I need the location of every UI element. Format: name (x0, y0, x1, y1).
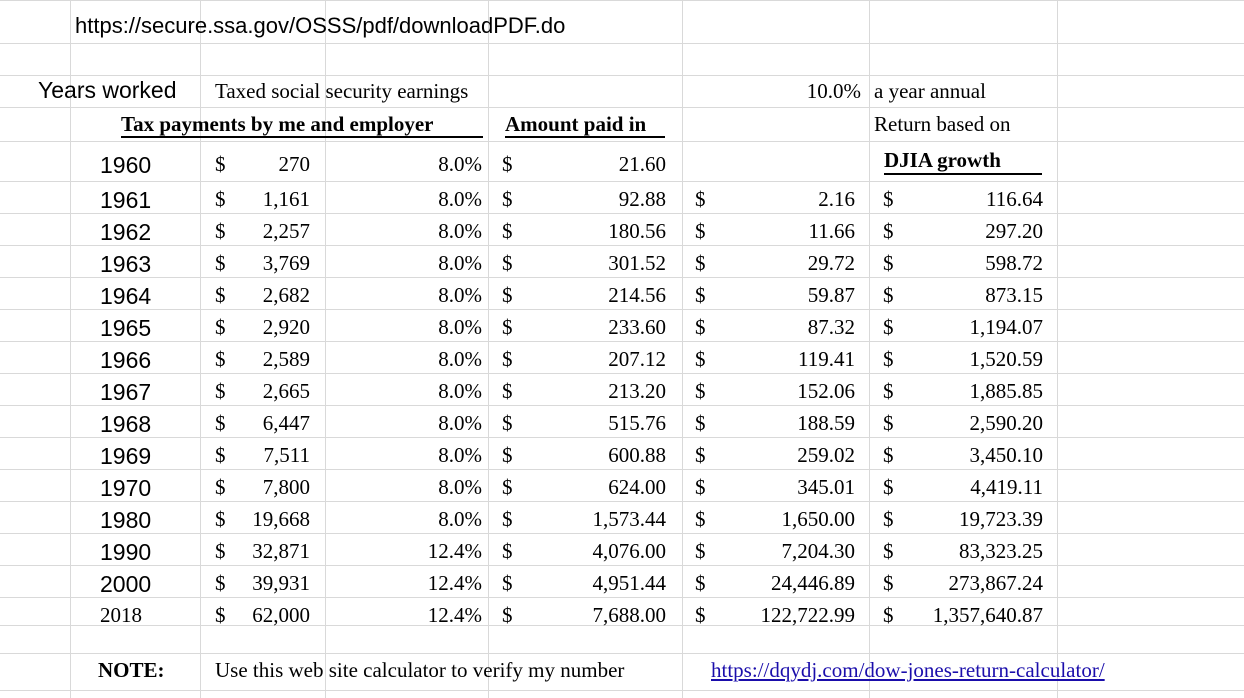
return-cell[interactable]: 1,650.00 (781, 507, 855, 531)
currency-symbol: $ (215, 507, 226, 531)
return-cell[interactable]: 87.32 (807, 315, 855, 339)
rate-cell[interactable]: 8.0% (438, 283, 482, 307)
rate-cell[interactable]: 8.0% (438, 219, 482, 243)
rate-cell[interactable]: 8.0% (438, 411, 482, 435)
currency-symbol: $ (883, 219, 894, 243)
currency-symbol: $ (883, 507, 894, 531)
currency-symbol: $ (695, 315, 706, 339)
rate-cell[interactable]: 8.0% (438, 443, 482, 467)
total-cell[interactable]: 873.15 (985, 283, 1043, 307)
currency-symbol: $ (215, 187, 226, 211)
amount-paid-cell[interactable]: 600.88 (608, 443, 666, 467)
currency-symbol: $ (215, 443, 226, 467)
earnings-cell[interactable]: 39,931 (252, 571, 310, 595)
table-row (0, 146, 1244, 178)
rate-cell[interactable]: 8.0% (438, 315, 482, 339)
currency-symbol: $ (215, 283, 226, 307)
currency-symbol: $ (502, 411, 513, 435)
currency-symbol: $ (883, 315, 894, 339)
currency-symbol: $ (695, 475, 706, 499)
currency-symbol: $ (215, 571, 226, 595)
year-cell[interactable]: 2000 (100, 571, 152, 597)
earnings-cell[interactable]: 2,920 (262, 315, 310, 339)
amount-paid-cell[interactable]: 214.56 (608, 283, 666, 307)
earnings-cell[interactable]: 19,668 (252, 507, 310, 531)
return-based-label: Return based on (874, 112, 1011, 136)
year-cell[interactable]: 1970 (100, 475, 152, 501)
currency-symbol: $ (883, 379, 894, 403)
table-row (0, 341, 1244, 373)
earnings-cell[interactable]: 7,511 (263, 443, 310, 467)
return-cell[interactable]: 188.59 (797, 411, 855, 435)
annual-label: a year annual (874, 79, 986, 103)
year-cell[interactable]: 1968 (100, 411, 152, 437)
rate-cell[interactable]: 8.0% (438, 507, 482, 531)
total-cell[interactable]: 598.72 (985, 251, 1043, 275)
tax-payments-underline (121, 136, 483, 138)
table-row (0, 181, 1244, 213)
currency-symbol: $ (883, 411, 894, 435)
source-url-text: https://secure.ssa.gov/OSSS/pdf/downloadPDF.do (75, 13, 566, 38)
currency-symbol: $ (502, 475, 513, 499)
currency-symbol: $ (215, 315, 226, 339)
earnings-cell[interactable]: 32,871 (252, 539, 310, 563)
return-cell[interactable]: 122,722.99 (760, 603, 855, 627)
currency-symbol: $ (695, 219, 706, 243)
rate-cell[interactable]: 12.4% (427, 539, 482, 563)
currency-symbol: $ (695, 539, 706, 563)
year-cell[interactable]: 1967 (100, 379, 152, 405)
table-row (0, 437, 1244, 469)
table-row (0, 533, 1244, 565)
amount-paid-cell[interactable]: 21.60 (618, 152, 666, 176)
currency-symbol: $ (215, 347, 226, 371)
currency-symbol: $ (883, 443, 894, 467)
currency-symbol: $ (883, 603, 894, 627)
earnings-cell[interactable]: 7,800 (262, 475, 310, 499)
amount-paid-cell[interactable]: 301.52 (608, 251, 666, 275)
currency-symbol: $ (883, 475, 894, 499)
rate-cell[interactable]: 8.0% (438, 152, 482, 176)
currency-symbol: $ (215, 603, 226, 627)
currency-symbol: $ (215, 152, 226, 176)
currency-symbol: $ (502, 539, 513, 563)
total-cell[interactable]: 19,723.39 (959, 507, 1043, 531)
table-row (0, 597, 1244, 629)
tax-payments-header: Tax payments by me and employer (121, 112, 434, 136)
currency-symbol: $ (883, 283, 894, 307)
return-cell[interactable]: 29.72 (807, 251, 855, 275)
rate-cell[interactable]: 10.0% (806, 79, 861, 103)
rate-cell[interactable]: 8.0% (438, 187, 482, 211)
currency-symbol: $ (502, 283, 513, 307)
return-cell[interactable]: 152.06 (797, 379, 855, 403)
currency-symbol: $ (215, 411, 226, 435)
note-text: Use this web site calculator to verify my number (215, 658, 625, 682)
table-row (0, 245, 1244, 277)
table-row (0, 277, 1244, 309)
return-cell[interactable]: 2.16 (818, 187, 855, 211)
years-worked-label: Years worked (38, 77, 177, 103)
amount-paid-cell[interactable]: 624.00 (608, 475, 666, 499)
note-label: NOTE: (98, 658, 165, 682)
rate-cell[interactable]: 8.0% (438, 347, 482, 371)
year-cell[interactable]: 1990 (100, 539, 152, 565)
amount-paid-header: Amount paid in (505, 112, 647, 136)
currency-symbol: $ (502, 507, 513, 531)
currency-symbol: $ (502, 187, 513, 211)
djia-growth-header: DJIA growth (884, 148, 1001, 172)
currency-symbol: $ (695, 411, 706, 435)
earnings-cell[interactable]: 1,161 (262, 187, 310, 211)
currency-symbol: $ (695, 251, 706, 275)
currency-symbol: $ (695, 603, 706, 627)
amount-paid-cell[interactable]: 4,076.00 (592, 539, 666, 563)
total-cell[interactable]: 1,357,640.87 (932, 603, 1043, 627)
total-cell[interactable]: 4,419.11 (970, 475, 1043, 499)
earnings-cell[interactable]: 2,589 (262, 347, 310, 371)
amount-paid-cell[interactable]: 7,688.00 (592, 603, 666, 627)
year-cell[interactable]: 1960 (100, 152, 152, 178)
total-cell[interactable]: 1,194.07 (969, 315, 1043, 339)
currency-symbol: $ (695, 443, 706, 467)
currency-symbol: $ (502, 603, 513, 627)
currency-symbol: $ (215, 251, 226, 275)
currency-symbol: $ (502, 315, 513, 339)
table-row (0, 213, 1244, 245)
total-cell[interactable]: 83,323.25 (959, 539, 1043, 563)
table-row (0, 309, 1244, 341)
earnings-cell[interactable]: 270 (278, 152, 310, 176)
amount-paid-underline (505, 136, 665, 138)
return-cell[interactable]: 259.02 (797, 443, 855, 467)
return-cell[interactable]: 59.87 (807, 283, 855, 307)
earnings-cell[interactable]: 2,682 (262, 283, 310, 307)
year-cell[interactable]: 1969 (100, 443, 152, 469)
amount-paid-cell[interactable]: 213.20 (608, 379, 666, 403)
earnings-cell[interactable]: 62,000 (252, 603, 310, 627)
currency-symbol: $ (883, 571, 894, 595)
total-cell[interactable]: 3,450.10 (969, 443, 1043, 467)
currency-symbol: $ (215, 539, 226, 563)
currency-symbol: $ (883, 347, 894, 371)
rate-cell[interactable]: 12.4% (427, 571, 482, 595)
total-cell[interactable]: 2,590.20 (969, 411, 1043, 435)
total-cell[interactable]: 297.20 (985, 219, 1043, 243)
amount-paid-cell[interactable]: 233.60 (608, 315, 666, 339)
currency-symbol: $ (502, 251, 513, 275)
currency-symbol: $ (883, 187, 894, 211)
rate-cell[interactable]: 8.0% (438, 251, 482, 275)
currency-symbol: $ (695, 187, 706, 211)
return-cell[interactable]: 345.01 (797, 475, 855, 499)
amount-paid-cell[interactable]: 4,951.44 (592, 571, 666, 595)
earnings-cell[interactable]: 2,665 (262, 379, 310, 403)
table-row (0, 405, 1244, 437)
rate-cell[interactable]: 8.0% (438, 379, 482, 403)
year-cell[interactable]: 1980 (100, 507, 152, 533)
year-cell[interactable]: 1963 (100, 251, 152, 277)
currency-symbol: $ (695, 507, 706, 531)
currency-symbol: $ (502, 219, 513, 243)
year-cell[interactable]: 2018 (100, 603, 142, 627)
year-cell[interactable]: 1964 (100, 283, 152, 309)
rate-cell[interactable]: 8.0% (438, 475, 482, 499)
earnings-cell[interactable]: 2,257 (262, 219, 310, 243)
return-cell[interactable]: 119.41 (798, 347, 855, 371)
amount-paid-cell[interactable]: 92.88 (618, 187, 666, 211)
currency-symbol: $ (502, 379, 513, 403)
currency-symbol: $ (695, 347, 706, 371)
calculator-link[interactable]: https://dqydj.com/dow-jones-return-calculator/ (711, 658, 1105, 682)
table-row (0, 501, 1244, 533)
table-row (0, 565, 1244, 597)
currency-symbol: $ (502, 571, 513, 595)
return-cell[interactable]: 24,446.89 (771, 571, 855, 595)
taxed-earnings-label: Taxed social security earnings (215, 79, 469, 103)
currency-symbol: $ (215, 219, 226, 243)
rate-cell[interactable]: 12.4% (427, 603, 482, 627)
currency-symbol: $ (695, 379, 706, 403)
currency-symbol: $ (215, 379, 226, 403)
table-row (0, 373, 1244, 405)
currency-symbol: $ (695, 283, 706, 307)
year-cell[interactable]: 1962 (100, 219, 152, 245)
currency-symbol: $ (883, 539, 894, 563)
currency-symbol: $ (502, 443, 513, 467)
year-cell[interactable]: 1961 (100, 187, 152, 213)
total-cell[interactable]: 1,885.85 (969, 379, 1043, 403)
currency-symbol: $ (215, 475, 226, 499)
currency-symbol: $ (502, 152, 513, 176)
amount-paid-cell[interactable]: 180.56 (608, 219, 666, 243)
earnings-cell[interactable]: 6,447 (262, 411, 310, 435)
total-cell[interactable]: 273,867.24 (948, 571, 1043, 595)
total-cell[interactable]: 116.64 (986, 187, 1043, 211)
return-cell[interactable]: 11.66 (808, 219, 855, 243)
return-cell[interactable]: 7,204.30 (781, 539, 855, 563)
currency-symbol: $ (502, 347, 513, 371)
table-row (0, 469, 1244, 501)
amount-paid-cell[interactable]: 1,573.44 (592, 507, 666, 531)
year-cell[interactable]: 1966 (100, 347, 152, 373)
currency-symbol: $ (883, 251, 894, 275)
total-cell[interactable]: 1,520.59 (969, 347, 1043, 371)
earnings-cell[interactable]: 3,769 (262, 251, 310, 275)
amount-paid-cell[interactable]: 207.12 (608, 347, 666, 371)
year-cell[interactable]: 1965 (100, 315, 152, 341)
amount-paid-cell[interactable]: 515.76 (608, 411, 666, 435)
currency-symbol: $ (695, 571, 706, 595)
